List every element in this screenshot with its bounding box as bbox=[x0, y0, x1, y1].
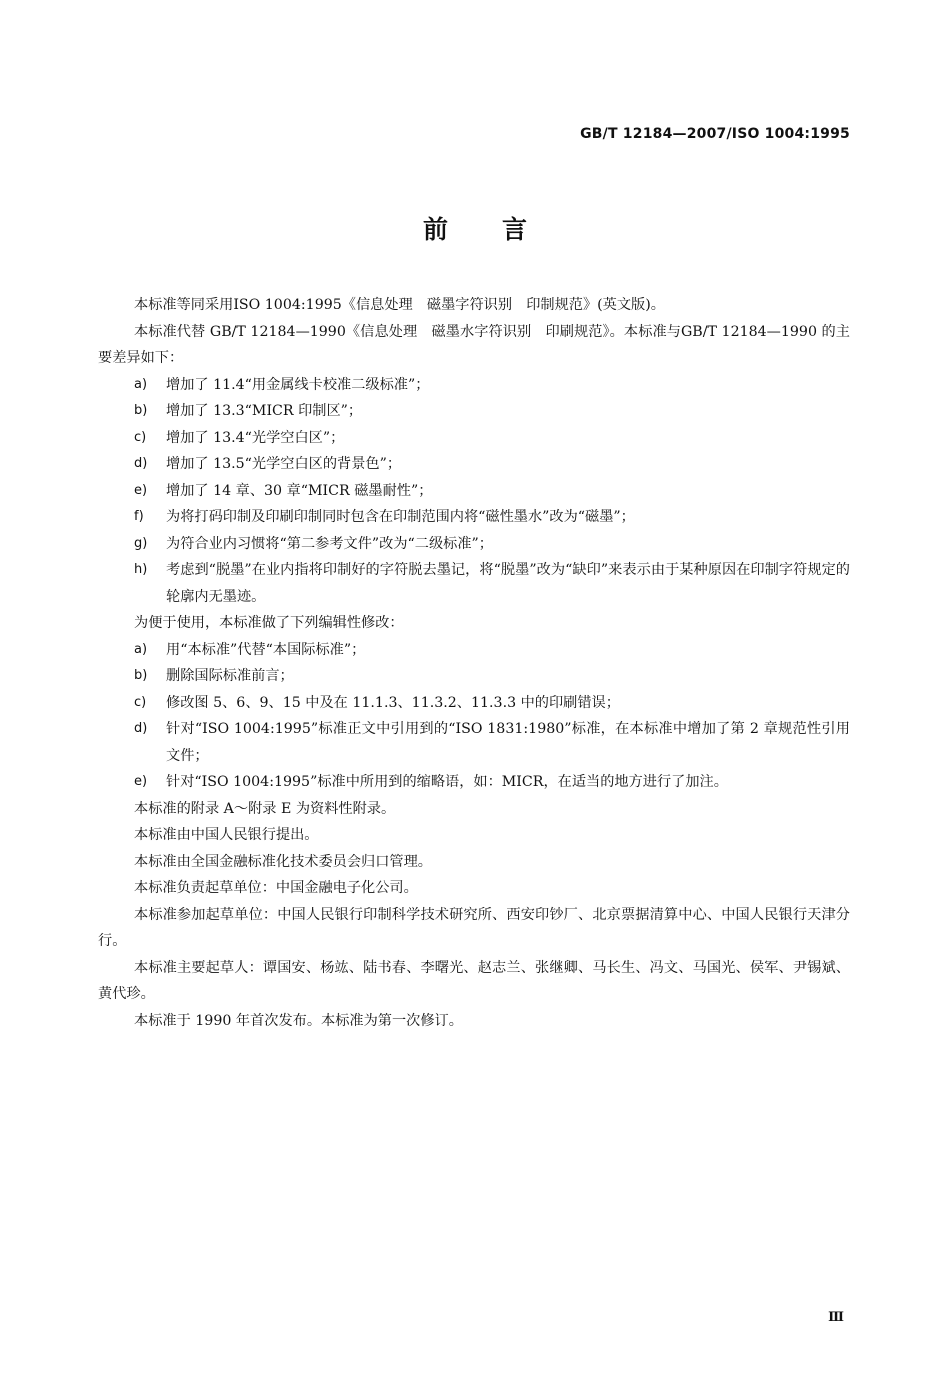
list-item-label: e) bbox=[134, 482, 148, 498]
foreword-body bbox=[98, 292, 850, 1034]
list-item bbox=[98, 769, 850, 796]
list-item bbox=[98, 716, 850, 769]
annex-paragraph: 本标准的附录 A～附录 E 为资料性附录。 bbox=[134, 800, 396, 817]
list-item bbox=[98, 504, 850, 531]
list-item-text: 针对“ISO 1004:1995”标准中所用到的缩略语，如：MICR，在适当的地方进行了加注。 bbox=[166, 774, 728, 790]
list-item-label: a) bbox=[134, 376, 148, 392]
list-item-text: 为将打码印制及印刷印制同时包含在印制范围内将“磁性墨水”改为“磁墨”； bbox=[166, 509, 635, 525]
list-item-text: 为符合业内习惯将“第二参考文件”改为“二级标准”； bbox=[166, 535, 493, 552]
list-item-text: 增加了 13.4“光学空白区”； bbox=[166, 429, 345, 446]
list-item-label: f) bbox=[134, 509, 144, 524]
list-item-text: 增加了 13.3“MICR 印制区”； bbox=[166, 403, 363, 419]
list-item-text: 修改图 5、6、9、15 中及在 11.1.3、11.3.2、11.3.3 中的印刷错误； bbox=[166, 694, 620, 711]
edits-list bbox=[98, 637, 850, 796]
standard-code: GB/T 12184—2007/ISO 1004:1995 bbox=[580, 126, 850, 142]
list-item-label: d) bbox=[134, 721, 148, 736]
list-item-label: b) bbox=[134, 403, 148, 418]
list-item bbox=[98, 690, 850, 717]
list-item-label: e) bbox=[134, 774, 148, 789]
drafting-unit-paragraph: 本标准负责起草单位：中国金融电子化公司。 bbox=[134, 880, 418, 896]
history-paragraph: 本标准于 1990 年首次发布。本标准为第一次修订。 bbox=[134, 1012, 463, 1029]
list-item bbox=[98, 663, 850, 690]
edit-intro-paragraph: 为便于使用，本标准做了下列编辑性修改： bbox=[134, 615, 404, 631]
list-item-label: h) bbox=[134, 562, 148, 577]
committee-paragraph: 本标准由全国金融标准化技术委员会归口管理。 bbox=[134, 853, 432, 870]
list-item bbox=[98, 425, 850, 452]
list-item-label: g) bbox=[134, 535, 148, 551]
list-item-label: a) bbox=[134, 641, 148, 657]
intro-paragraph-adoption: 本标准等同采用ISO 1004:1995《信息处理 磁墨字符识别 印制规范》(英文版)。 bbox=[134, 297, 665, 313]
list-item bbox=[98, 531, 850, 558]
list-item bbox=[98, 637, 850, 664]
list-item bbox=[98, 478, 850, 505]
differences-list bbox=[98, 372, 850, 611]
page-number: Ⅲ bbox=[828, 1310, 844, 1325]
list-item-text: 针对“ISO 1004:1995”标准正文中引用到的“ISO 1831:1980”标准，在本标准中增加了第 2 章规范性引用文件； bbox=[166, 721, 850, 764]
list-item-text: 增加了 14 章、30 章“MICR 磁墨耐性”； bbox=[166, 482, 433, 499]
list-item-text: 增加了 13.5“光学空白区的背景色”； bbox=[166, 456, 402, 472]
list-item-label: b) bbox=[134, 668, 148, 683]
list-item-label: d) bbox=[134, 456, 148, 471]
list-item-text: 删除国际标准前言； bbox=[166, 668, 294, 684]
list-item-text: 用“本标准”代替“本国际标准”； bbox=[166, 641, 366, 658]
list-item bbox=[98, 372, 850, 399]
list-item-label: c) bbox=[134, 429, 147, 445]
title-char-2: 言 bbox=[502, 215, 528, 244]
list-item bbox=[98, 557, 850, 610]
list-item-label: c) bbox=[134, 694, 147, 710]
list-item-text: 增加了 11.4“用金属线卡校准二级标准”； bbox=[166, 376, 430, 393]
participating-units-paragraph: 本标准参加起草单位：中国人民银行印制科学技术研究所、西安印钞厂、北京票据清算中心、中国人民银行天津分行。 bbox=[98, 906, 850, 949]
title-char-1: 前 bbox=[422, 215, 448, 244]
intro-paragraph-replacement: 本标准代替 GB/T 12184—1990《信息处理 磁墨水字符识别 印刷规范》。本标准与GB/T 12184—1990 的主要差异如下： bbox=[98, 323, 850, 366]
list-item bbox=[98, 398, 850, 425]
list-item-text: 考虑到“脱墨”在业内指将印制好的字符脱去墨记，将“脱墨”改为“缺印”来表示由于某种原因在印制字符规定的轮廓内无墨迹。 bbox=[166, 562, 850, 605]
list-item bbox=[98, 451, 850, 478]
proposer-paragraph: 本标准由中国人民银行提出。 bbox=[134, 827, 319, 843]
page-title bbox=[0, 210, 950, 246]
drafters-paragraph: 本标准主要起草人：谭国安、杨竑、陆书春、李曙光、赵志兰、张继卿、马长生、冯文、马国光、侯军、尹锡斌、黄代珍。 bbox=[98, 959, 850, 1002]
